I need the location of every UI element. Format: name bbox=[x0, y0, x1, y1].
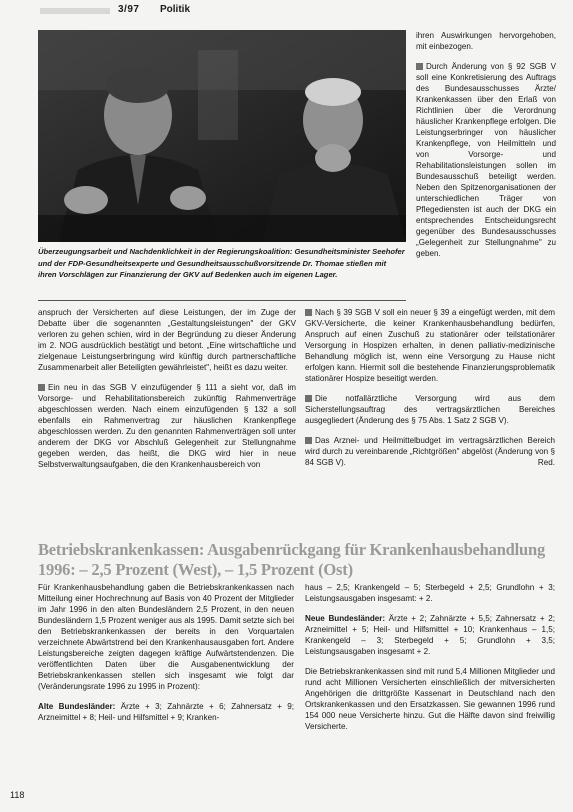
paragraph-text: Ärzte + 2; Zahnärzte + 5,5; Zahnersatz + 2; Arzneimittel + 5; Heil- und Hilfsmittel + 10; Krankenhaus – 1,5; Krankengeld – 3; Sterbegeld + 5; Grundlohn + 3,5; Leistungsausgaben insgesamt + 2. bbox=[305, 614, 555, 656]
paragraph bbox=[305, 613, 555, 657]
photo-image bbox=[38, 30, 406, 242]
issue-number: 3/97 bbox=[118, 4, 140, 15]
section-title: Politik bbox=[160, 4, 191, 15]
author-sign: Red. bbox=[537, 458, 555, 467]
paragraph: ihren Auswirkungen hervorgehoben, mit einbezogen. bbox=[416, 31, 556, 51]
box-right-column bbox=[305, 582, 555, 741]
paragraph bbox=[305, 393, 555, 426]
paragraph-text: Ein neu in das SGB V einzufügender § 111 a sieht vor, daß im Vorsorge- und Rehabilitationsbereich zukünftig Rahmenverträge abgeschlossen werden. Nach einem einzufügenden § 132 a soll ebenfalls ein Rahmenvertrag zur häuslichen Krankenpflege abgeschlossen werden. Zu den genannten Rahmenverträgen soll unter anderem der DKG vor Abschluß Gelegenheit zur Stellungnahme gegeben werden, das heißt, die DKG wird hier in neue Selbstverwaltungsaufgaben, die den Krankenhausbereich von bbox=[38, 383, 296, 469]
paragraph-text: Ärzte + 3; Zahnärzte + 6; Zahnersatz + 9; Arzneimittel + 8; Heil- und Hilfsmittel + 9; Kranken- bbox=[38, 702, 294, 722]
press-photo bbox=[38, 30, 406, 242]
paragraph-text: Das Arznei- und Heilmittelbudget im vertragsärztlichen Bereich wird durch zu vereinbarende „Richtgrößen" abgelöst (Änderung von § 84 SGB V). bbox=[305, 436, 555, 467]
region-label: Alte Bundesländer: bbox=[38, 702, 116, 711]
paragraph: Die Betriebskrankenkassen sind mit rund 5,4 Millionen Mitglieder und rund acht Millionen Versicherten einschließlich der mitversicherten Angehörigen die drittgrößte Kassenart in Deutschland nach den Ortskrankenkassen und den Ersatzkassen. Sie gewannen 1996 rund 154 000 neue Versicherte hinzu. Gut die Hälfte davon sind freiwillig Versicherte. bbox=[305, 667, 555, 731]
box-left-column bbox=[38, 582, 294, 732]
paragraph-text: Nach § 39 SGB V soll ein neuer § 39 a eingefügt werden, mit dem GKV-Versicherte, die keiner Krankenhausbehandlung bedürfen, Anspruch auf einen Zuschuß zu stationärer oder teilstationärer Versorgung in Hospizen erhalten, in denen palliativ-medizinische Behandlung möglich ist, wenn eine Versorgung zu Hause nicht erfolgen kann. Hiermit soll die bestehende Finanzierungsproblematik stationärer Hospize beseitigt werden. bbox=[305, 308, 555, 383]
bullet-icon bbox=[305, 437, 312, 444]
paragraph bbox=[305, 435, 555, 468]
bullet-icon bbox=[416, 63, 423, 70]
article-right-top bbox=[416, 30, 556, 259]
page-number: 118 bbox=[10, 790, 25, 800]
paragraph: haus – 2,5; Krankengeld – 5; Sterbegeld + 2,5; Grundlohn + 3; Leistungsausgaben insgesamt: + 2. bbox=[305, 583, 555, 603]
paragraph-text: Die notfallärztliche Versorgung wird aus dem Sicherstellungsauftrag des vertragsärztlichen Bereiches ausgegliedert (Änderung des § 75 Abs. 1 Satz 2 SGB V). bbox=[305, 394, 555, 425]
bullet-icon bbox=[38, 384, 45, 391]
paragraph bbox=[38, 382, 296, 470]
paragraph bbox=[305, 307, 555, 384]
paragraph: anspruch der Versicherten auf diese Leistungen, der im Zuge der Debatte über die sogenannten „Gestaltungsleistungen" der GKV verloren zu gehen schien, wird in der Begründung zu dieser Änderung im 2. NOG ausdrücklich bestätigt und betont. „Eine wirtschaftliche und zielgenaue Leistungserbringung wird künftig durch partnerschaftliche Zusammenarbeit aller Beteiligten gewährleistet", heißt es dazu weiter. bbox=[38, 308, 296, 372]
photo-caption: Überzeugungsarbeit und Nachdenklichkeit in der Regierungskoalition: Gesundheitsminister Seehofer und der FDP-Gesundheitsexperte und Gesundheitsausschußvorsitzende Dr. Thomae stießen mit ihren Vorschlägen zur Finanzierung der GKV auf Bedenken auch im eigenen Lager. bbox=[38, 247, 405, 279]
caption-divider bbox=[38, 300, 406, 301]
header-blurred-logo bbox=[40, 8, 110, 14]
article-right-column bbox=[305, 307, 555, 477]
bullet-icon bbox=[305, 309, 312, 316]
box-headline: Betriebskrankenkassen: Ausgabenrückgang für Krankenhausbehandlung 1996: – 2,5 Prozent (West), – 1,5 Prozent (Ost) bbox=[38, 540, 546, 579]
bullet-icon bbox=[305, 395, 312, 402]
region-label: Neue Bundesländer: bbox=[305, 614, 386, 623]
paragraph bbox=[38, 701, 294, 723]
paragraph-text: Durch Änderung von § 92 SGB V soll eine Konkretisierung des Auftrags des Bundesausschusses Ärzte/ Krankenkassen über den Erlaß von Richtlinien über die Verordnung häuslicher Krankenpflege erfolgen. Die Leistungserbringer von häuslicher Krankenpflege, von Heilmitteln und von Vorsorge- und Rehabilitationsleistungen sollen im Bundesausschuß beteiligt werden. Neben den Spitzenorganisationen der unterschiedlichen Träger von Pflegediensten ist auch der DKG ein entsprechendes Entscheidungsrecht gegenüber des Bundesausschusses „Gelegenheit zur Stellungnahme" zu geben. bbox=[416, 62, 556, 258]
paragraph: Für Krankenhausbehandlung gaben die Betriebskrankenkassen nach Mitteilung einer Hochrechnung auf Basis von 40 Prozent der Mitglieder im Jahr 1996 in den alten Bundesländern 2,5 Prozent, in den neuen Bundesländern 1,5 Prozent weniger aus als 1995. Damit setzte sich bei den Betriebskrankenkassen der bereits in den Vorquartalen verzeichnete Abwärtstrend bei den Krankenhausausgaben fort. Andere Leistungsbereiche zeigten dagegen kräftige Aufwärtstendenzen. Die veröffentlichten Daten über die Ausgabenentwicklung der Betriebskrankenkassen stellen sich insgesamt wie folgt dar (Veränderungsrate 1996 zu 1995 in Prozent): bbox=[38, 583, 295, 691]
article-left-column bbox=[38, 307, 296, 479]
paragraph bbox=[416, 61, 556, 259]
